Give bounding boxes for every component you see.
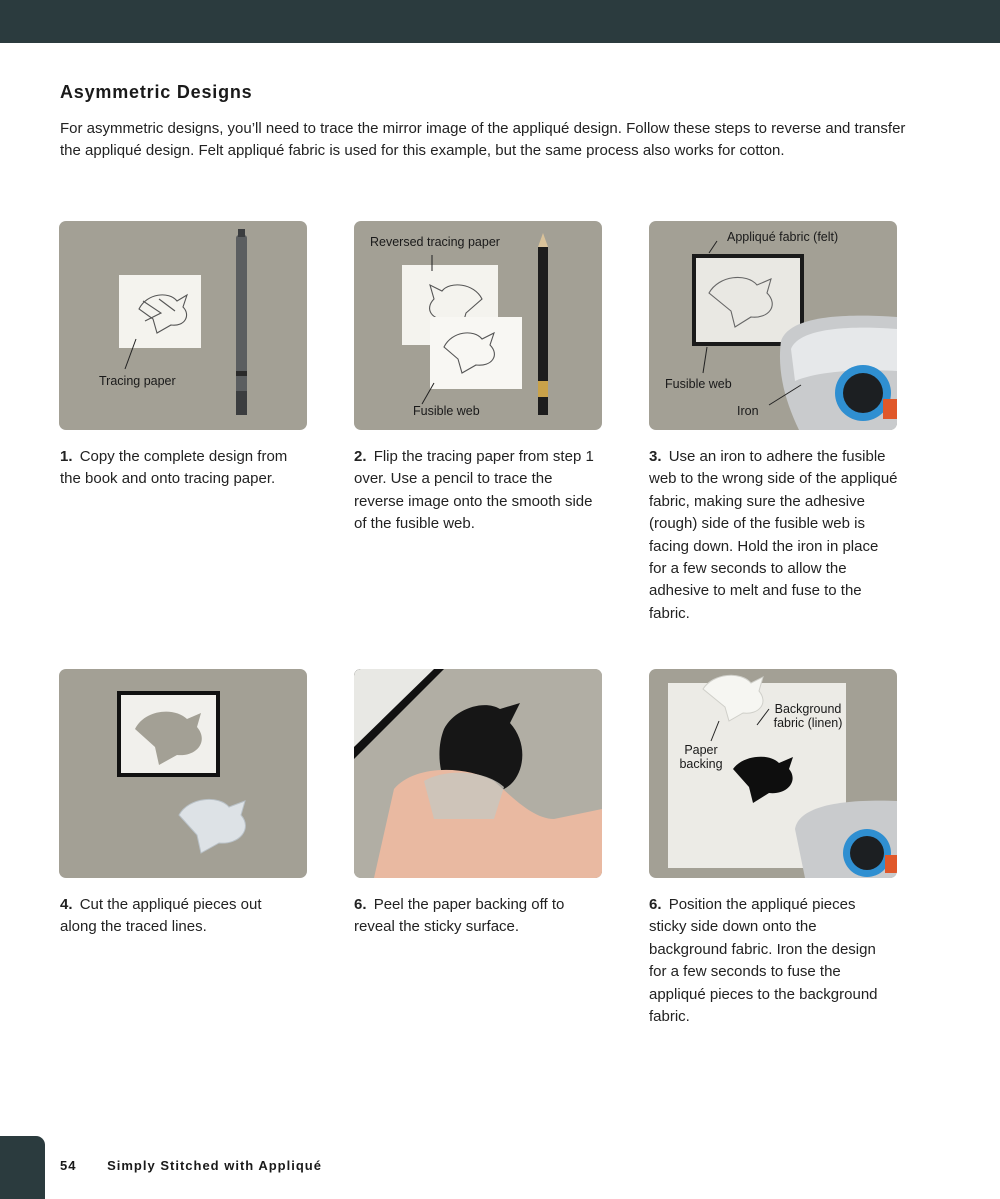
cut-applique-bird: [179, 799, 245, 853]
step-2-number: 2.: [354, 448, 367, 465]
book-title: Simply Stitched with Appliqué: [107, 1158, 322, 1173]
step-1-number: 1.: [60, 448, 73, 465]
label-applique-fabric-felt: Appliqué fabric (felt): [727, 230, 839, 244]
section-heading: Asymmetric Designs: [60, 82, 253, 102]
step-1-text: Copy the complete design from the book and onto tracing paper.: [60, 448, 288, 488]
step-5-text: Peel the paper backing off to reveal the sticky surface.: [354, 896, 565, 936]
step-3-caption: [649, 446, 899, 625]
step-5-number: 6.: [354, 896, 367, 913]
step-2-photo: [354, 221, 602, 430]
page-number: 54: [60, 1158, 77, 1173]
step-5-photo: [354, 669, 602, 878]
label-paper-backing: [673, 743, 729, 771]
step-2-text: Flip the tracing paper from step 1 over. Use a pencil to trace the reverse image onto the smooth side of the fusible web.: [354, 448, 594, 533]
step-4-text: Cut the appliqué pieces out along the traced lines.: [60, 896, 262, 936]
step-3-number: 3.: [649, 448, 662, 465]
label-fusible-web-3: Fusible web: [665, 377, 732, 391]
step-4-illustration: [59, 669, 307, 878]
label-background-fabric-text: Background fabric (linen): [773, 702, 843, 730]
label-paper-backing-text: Paper backing: [679, 743, 723, 771]
step-2-caption: [354, 446, 604, 536]
label-tracing-paper: Tracing paper: [99, 374, 176, 388]
step-4-caption: [60, 894, 275, 939]
top-header-bar: [0, 0, 1000, 43]
step-6-number: 6.: [649, 896, 662, 913]
fusible-web-sheet: [430, 317, 522, 389]
tracing-paper-sheet: [119, 275, 201, 348]
step-5-illustration: [354, 669, 602, 878]
step-3-photo: [649, 221, 897, 430]
step-4-photo: [59, 669, 307, 878]
step-4-number: 4.: [60, 896, 73, 913]
label-iron: Iron: [737, 404, 759, 418]
fusible-web-on-felt: [696, 258, 800, 342]
label-background-fabric-linen: [763, 702, 853, 730]
step-6-illustration: [649, 669, 897, 878]
step-3-illustration: [649, 221, 897, 430]
page-footer: [60, 1158, 322, 1173]
label-reversed-tracing-paper: Reversed tracing paper: [370, 235, 500, 249]
intro-paragraph: For asymmetric designs, you’ll need to trace the mirror image of the appliqué design. Follow these steps to reverse and transfer the appliqué design. Felt appliqué fabric is used for this example, but the same process also works for cotton.: [60, 120, 906, 160]
label-fusible-web-2: Fusible web: [413, 404, 480, 418]
footer-tab: [0, 1136, 45, 1199]
step-1-illustration: [59, 221, 307, 430]
step-1-photo: [59, 221, 307, 430]
pen-body: [236, 235, 247, 413]
step-6-photo: [649, 669, 897, 878]
step-5-caption: [354, 894, 604, 939]
step-1-caption: [60, 446, 310, 491]
step-6-text: Position the appliqué pieces sticky side down onto the background fabric. Iron the design for a few seconds to fuse the appliqué pieces to the background fabric.: [649, 896, 878, 1026]
step-3-text: Use an iron to adhere the fusible web to the wrong side of the appliqué fabric, making sure the adhesive (rough) side of the fusible web is facing down. Hold the iron in place for a few seconds to allow the adhesive to melt and fuse to the fabric.: [649, 448, 898, 622]
step-6-caption: [649, 894, 889, 1028]
paper-backing-peel: [424, 773, 504, 819]
step-2-illustration: [354, 221, 602, 430]
